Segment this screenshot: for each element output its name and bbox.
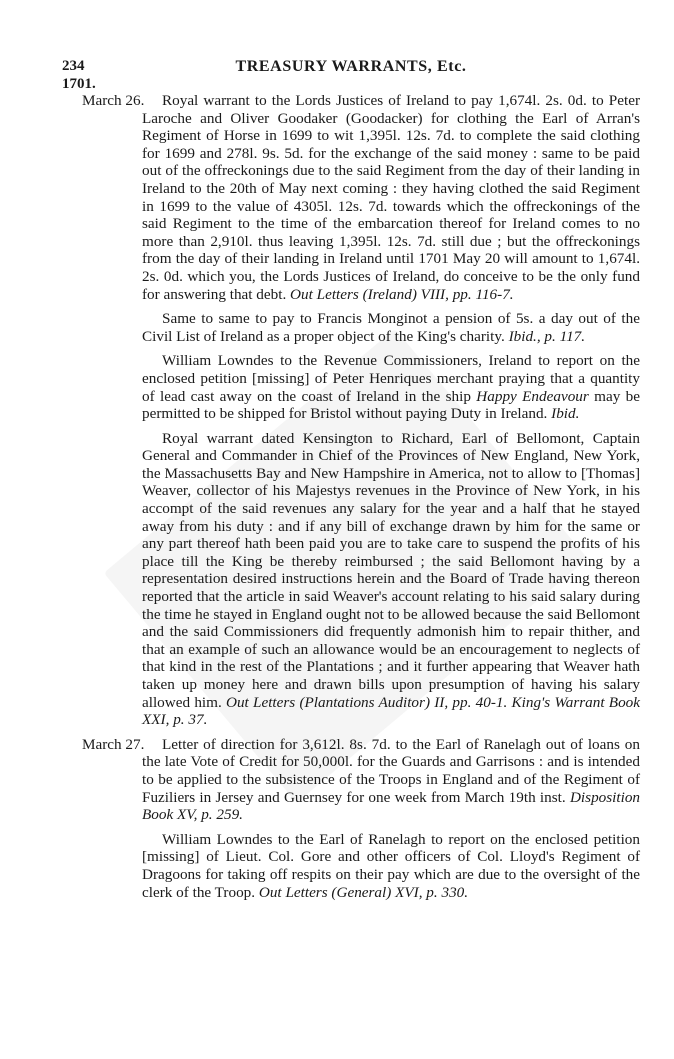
entry-text-after: may be permitted to be shipped for Bristol without paying Duty in Ireland. (142, 387, 641, 423)
entry-source: Out Letters (Ireland) VIII, pp. 116-7. (290, 285, 514, 303)
entry-paragraph (62, 831, 640, 901)
entry-source: Out Letters (Plantations Auditor) II, pp. 40-1. King's Warrant Book XXI, p. 37. (142, 693, 641, 729)
entry-source: Ibid. (551, 405, 580, 423)
entry-paragraph: March 27. Letter of direction for 3,612l. 8s. 7d. to the Earl of Ranelagh out of loans on the late Vote of Credit for 50,000l. for the Guards and Garrisons : and is intended to be applied to the subsistence of the Troops in England and of the Regiment of Fuziliers in Jersey and Guernsey for one week from March 19th inst. Disposition Book XV, p. 259. (82, 735, 641, 824)
page-header (62, 58, 640, 80)
entry-text: Royal warrant dated Kensington to Richard, Earl of Bellomont, Captain General and Commander in Chief of the Provinces of New England, New York, the Massachusetts Bay and New Hampshire in America, not to allow to [Thomas] Weaver, collector of his Majestys revenues in the Province of New York, in his accompt of the said revenues any salary for the year and a half that he stayed away from his duty : and if any bill of exchange drawn by him for the same or any part thereof hath been paid you are to take care to suspend the profits of his place till the King be thereby reimbursed ; the said Bellomont having by a representation desired instructions herein and the Board of Trade having thereon reported that the article in said Weaver's account relating to his said salary during the time he stayed in England ought not to be allowed because the said Bellomont and the said Commissioners did frequently admonish him to repair thither, and that an example of such an allowance would be an encouragement to neglects of that kind in the rest of the Plantations ; and it further appearing that Weaver hath taken up money here and drawn bills upon presumption of having his salary allowed him. (142, 429, 640, 711)
entry-text: Letter of direction for 3,612l. 8s. 7d. to the Earl of Ranelagh out of loans on the late Vote of Credit for 50,000l. for the Guards and Garrisons : and is intended to be applied to the subsistence of the Troops in England and of the Regiment of Fuziliers in Jersey and Guernsey for one week from March 19th inst. (142, 735, 640, 806)
running-head: TREASURY WARRANTS, Etc. (235, 58, 467, 75)
entry-paragraph (62, 430, 640, 729)
entries-list (62, 92, 640, 901)
entry-text: Royal warrant to the Lords Justices of Ireland to pay 1,674l. 2s. 0d. to Peter Laroche and Oliver Goodaker (Goodacker) for clothing the Earl of Arran's Regiment of Horse in 1699 to wit 1,395l. 12s. 7d. to complete the said clothing for 1699 and 278l. 9s. 5d. for the exchange of the said money : same to be paid out of the offreckonings due to the said Regiment from the day of their landing in Ireland to the 20th of May next coming : they having clothed the said Regiment in 1699 to the value of 4305l. 12s. 7d. towards which the offreckonings of the said Regiment to the time of the embarcation thereof for Ireland comes to no more than 2,910l. thus leaving 1,395l. 12s. 7d. still due ; but the offreckonings from the day of their landing in Ireland until 1701 May 20 will amount to 1,674l. 2s. 0d. which you, the Lords Justices of Ireland, do conceive to be the only fund for answering that debt. (142, 92, 640, 303)
year-label: 1701. (62, 76, 96, 92)
entry-paragraph (62, 310, 640, 345)
entry-source: Disposition Book XV, p. 259. (142, 788, 641, 824)
page-number: 234 (62, 58, 85, 74)
entry-paragraph: March 26. Royal warrant to the Lords Justices of Ireland to pay 1,674l. 2s. 0d. to Peter Laroche and Oliver Goodaker (Goodacker) for clothing the Earl of Arran's Regiment of Horse in 1699 to wit 1,395l. 12s. 7d. to complete the said clothing for 1699 and 278l. 9s. 5d. for the exchange of the said money : same to be paid out of the offreckonings due to the said Regiment from the day of their landing in Ireland to the 20th of May next coming : they having clothed the said Regiment in 1699 to the value of 4305l. 12s. 7d. towards which the offreckonings of the said Regiment to the time of the embarcation thereof for Ireland comes to no more than 2,910l. thus leaving 1,395l. 12s. 7d. still due ; but the offreckonings from the day of their landing in Ireland until 1701 May 20 will amount to 1,674l. 2s. 0d. which you, the Lords Justices of Ireland, do conceive to be the only fund for answering that debt. Out Letters (Ireland) VIII, pp. 116-7. (82, 92, 640, 303)
entry-paragraph (62, 352, 640, 422)
entry-text: William Lowndes to the Earl of Ranelagh to report on the enclosed petition [missing] of Lieut. Col. Gore and other officers of Col. Lloyd's Regiment of Dragoons for taking off respits on their pay which are due to the oversight of the clerk of the Troop. (142, 830, 640, 901)
entry-source: Ibid., p. 117. (508, 327, 586, 345)
ship-name: Happy Endeavour (476, 387, 589, 405)
entry-text: Same to same to pay to Francis Monginot a pension of 5s. a day out of the Civil List of Ireland as a proper object of the King's charity. (142, 310, 640, 345)
entry-source: Out Letters (General) XVI, p. 330. (258, 883, 469, 901)
entry-text: William Lowndes to the Revenue Commissioners, Ireland to report on the enclosed petition [missing] of Peter Henriques merchant praying that a quantity of lead cast away on the coast of Ireland in the ship (142, 352, 640, 405)
